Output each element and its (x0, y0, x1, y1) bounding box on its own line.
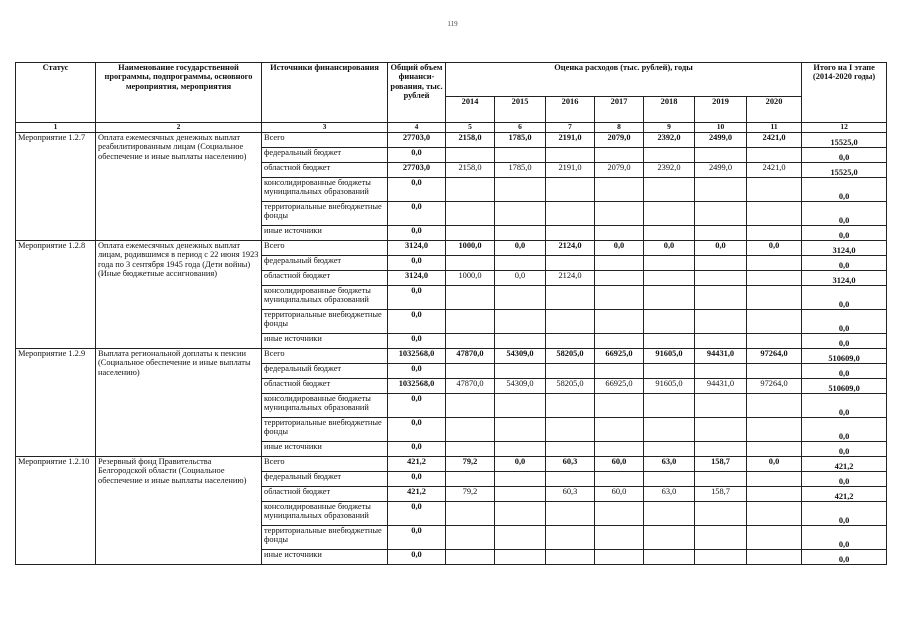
year-value (495, 487, 546, 502)
total-volume: 27703,0 (388, 133, 446, 148)
total-volume: 0,0 (388, 334, 446, 349)
year-value (595, 334, 644, 349)
stage-total: 0,0 (802, 442, 887, 457)
year-value: 2079,0 (595, 163, 644, 178)
measure-name: Оплата ежемесячных денежных выплат лицам, родившимся в период с 22 июня 1923 года по 3 сентября 1945 года (Дети войны) (Иные бюджетные ассигнования) (96, 241, 262, 349)
total-volume: 1032568,0 (388, 379, 446, 394)
measure-status: Мероприятие 1.2.8 (16, 241, 96, 349)
year-value: 2392,0 (644, 133, 695, 148)
year-value (495, 442, 546, 457)
year-value: 58205,0 (546, 379, 595, 394)
year-value: 0,0 (595, 241, 644, 256)
year-value: 63,0 (644, 457, 695, 472)
total-volume: 0,0 (388, 472, 446, 487)
funding-source: Всего (262, 241, 388, 256)
total-volume: 27703,0 (388, 163, 446, 178)
column-index: 2 (96, 123, 262, 133)
header-year: 2020 (747, 97, 802, 123)
year-value: 1000,0 (446, 271, 495, 286)
year-value (595, 148, 644, 163)
year-value (695, 148, 747, 163)
year-value (695, 442, 747, 457)
total-volume: 0,0 (388, 394, 446, 418)
year-value (747, 271, 802, 286)
year-value: 158,7 (695, 457, 747, 472)
funding-source: Всего (262, 133, 388, 148)
year-value (446, 202, 495, 226)
year-value (747, 256, 802, 271)
funding-source: консолидированные бюджеты муниципальных образований (262, 178, 388, 202)
year-value: 91605,0 (644, 349, 695, 364)
year-value (595, 310, 644, 334)
year-value: 54309,0 (495, 349, 546, 364)
year-value (595, 256, 644, 271)
funding-source: иные источники (262, 334, 388, 349)
year-value (595, 178, 644, 202)
year-value (747, 364, 802, 379)
total-volume: 0,0 (388, 418, 446, 442)
year-value (747, 418, 802, 442)
total-volume: 0,0 (388, 226, 446, 241)
total-volume: 0,0 (388, 550, 446, 565)
total-volume: 0,0 (388, 364, 446, 379)
year-value: 79,2 (446, 487, 495, 502)
stage-total: 0,0 (802, 502, 887, 526)
year-value: 1785,0 (495, 133, 546, 148)
total-volume: 0,0 (388, 310, 446, 334)
year-value (747, 472, 802, 487)
year-value (446, 334, 495, 349)
year-value: 1000,0 (446, 241, 495, 256)
year-value (644, 502, 695, 526)
year-value: 0,0 (747, 241, 802, 256)
year-value (495, 334, 546, 349)
year-value (495, 502, 546, 526)
year-value (546, 310, 595, 334)
column-index: 9 (644, 123, 695, 133)
year-value: 1785,0 (495, 163, 546, 178)
header-year: 2016 (546, 97, 595, 123)
header-year: 2017 (595, 97, 644, 123)
year-value (495, 256, 546, 271)
header-estimate: Оценка расходов (тыс. рублей), годы (446, 63, 802, 97)
year-value: 0,0 (644, 241, 695, 256)
header-year: 2014 (446, 97, 495, 123)
year-value (644, 442, 695, 457)
year-value (644, 472, 695, 487)
year-value: 63,0 (644, 487, 695, 502)
year-value (747, 286, 802, 310)
funding-source: федеральный бюджет (262, 256, 388, 271)
year-value: 97264,0 (747, 379, 802, 394)
funding-source: консолидированные бюджеты муниципальных образований (262, 286, 388, 310)
year-value: 2499,0 (695, 133, 747, 148)
stage-total: 0,0 (802, 178, 887, 202)
year-value (644, 256, 695, 271)
year-value (595, 550, 644, 565)
funding-source: федеральный бюджет (262, 364, 388, 379)
year-value (495, 550, 546, 565)
year-value (595, 271, 644, 286)
year-value (595, 394, 644, 418)
year-value (695, 550, 747, 565)
total-volume: 0,0 (388, 442, 446, 457)
stage-total: 0,0 (802, 334, 887, 349)
year-value (644, 334, 695, 349)
total-volume: 0,0 (388, 526, 446, 550)
year-value (644, 226, 695, 241)
total-volume: 0,0 (388, 286, 446, 310)
year-value: 60,0 (595, 457, 644, 472)
total-volume: 0,0 (388, 178, 446, 202)
column-index: 1 (16, 123, 96, 133)
table-row (16, 349, 887, 364)
column-index: 8 (595, 123, 644, 133)
year-value (695, 418, 747, 442)
year-value (695, 310, 747, 334)
year-value (546, 394, 595, 418)
year-value (747, 202, 802, 226)
year-value (446, 178, 495, 202)
funding-source: областной бюджет (262, 271, 388, 286)
header-year: 2015 (495, 97, 546, 123)
stage-total: 0,0 (802, 394, 887, 418)
funding-source: областной бюджет (262, 163, 388, 178)
budget-table (15, 62, 887, 565)
column-index: 11 (747, 123, 802, 133)
year-value (495, 364, 546, 379)
stage-total: 15525,0 (802, 163, 887, 178)
year-value (695, 394, 747, 418)
stage-total: 0,0 (802, 472, 887, 487)
year-value: 2191,0 (546, 163, 595, 178)
year-value (695, 226, 747, 241)
column-index: 4 (388, 123, 446, 133)
year-value (644, 394, 695, 418)
year-value: 60,3 (546, 457, 595, 472)
total-volume: 3124,0 (388, 271, 446, 286)
year-value (546, 148, 595, 163)
funding-source: иные источники (262, 442, 388, 457)
funding-source: консолидированные бюджеты муниципальных образований (262, 502, 388, 526)
year-value (595, 502, 644, 526)
year-value (446, 502, 495, 526)
year-value (595, 472, 644, 487)
year-value (747, 148, 802, 163)
year-value (446, 364, 495, 379)
year-value: 60,0 (595, 487, 644, 502)
stage-total: 0,0 (802, 286, 887, 310)
year-value: 158,7 (695, 487, 747, 502)
stage-total: 421,2 (802, 487, 887, 502)
year-value: 47870,0 (446, 349, 495, 364)
year-value: 66925,0 (595, 379, 644, 394)
year-value (595, 418, 644, 442)
year-value: 94431,0 (695, 349, 747, 364)
year-value (446, 226, 495, 241)
year-value (446, 256, 495, 271)
year-value (747, 334, 802, 349)
total-volume: 421,2 (388, 487, 446, 502)
stage-total: 3124,0 (802, 271, 887, 286)
measure-name: Оплата ежемесячных денежных выплат реабилитированным лицам (Социальное обеспечение и иные выплаты населению) (96, 133, 262, 241)
stage-total: 510609,0 (802, 349, 887, 364)
funding-source: территориальные внебюджетные фонды (262, 418, 388, 442)
year-value: 2191,0 (546, 133, 595, 148)
year-value: 94431,0 (695, 379, 747, 394)
year-value (546, 526, 595, 550)
year-value (546, 334, 595, 349)
year-value (446, 472, 495, 487)
column-index: 6 (495, 123, 546, 133)
funding-source: областной бюджет (262, 379, 388, 394)
year-value: 0,0 (495, 457, 546, 472)
year-value (495, 394, 546, 418)
year-value (546, 256, 595, 271)
year-value (446, 550, 495, 565)
year-value (595, 526, 644, 550)
year-value (546, 226, 595, 241)
year-value: 0,0 (495, 241, 546, 256)
year-value (546, 502, 595, 526)
year-value (595, 202, 644, 226)
year-value (546, 178, 595, 202)
year-value: 2421,0 (747, 163, 802, 178)
year-value (446, 310, 495, 334)
year-value (747, 526, 802, 550)
year-value (644, 286, 695, 310)
year-value (695, 256, 747, 271)
year-value (495, 526, 546, 550)
year-value (644, 271, 695, 286)
year-value (495, 148, 546, 163)
year-value: 79,2 (446, 457, 495, 472)
year-value (495, 178, 546, 202)
year-value (495, 286, 546, 310)
table-row (16, 457, 887, 472)
year-value (446, 418, 495, 442)
year-value: 2158,0 (446, 133, 495, 148)
year-value (595, 286, 644, 310)
year-value (644, 364, 695, 379)
year-value: 0,0 (495, 271, 546, 286)
measure-name: Резервный фонд Правительства Белгородской области (Социальное обеспечение и иные выплаты населению) (96, 457, 262, 565)
stage-total: 0,0 (802, 226, 887, 241)
column-index: 12 (802, 123, 887, 133)
page-number: 119 (447, 20, 458, 28)
year-value (695, 502, 747, 526)
funding-source: иные источники (262, 550, 388, 565)
year-value: 97264,0 (747, 349, 802, 364)
year-value: 2158,0 (446, 163, 495, 178)
year-value: 2499,0 (695, 163, 747, 178)
year-value: 2124,0 (546, 271, 595, 286)
funding-source: Всего (262, 457, 388, 472)
year-value (644, 202, 695, 226)
year-value (747, 502, 802, 526)
total-volume: 0,0 (388, 148, 446, 163)
funding-source: территориальные внебюджетные фонды (262, 526, 388, 550)
year-value (747, 442, 802, 457)
year-value: 91605,0 (644, 379, 695, 394)
measure-name: Выплата региональной доплаты к пенсии (Социальное обеспечение и иные выплаты населению) (96, 349, 262, 457)
total-volume: 421,2 (388, 457, 446, 472)
funding-source: консолидированные бюджеты муниципальных образований (262, 394, 388, 418)
header-status: Статус (16, 63, 96, 123)
year-value: 66925,0 (595, 349, 644, 364)
measure-status: Мероприятие 1.2.10 (16, 457, 96, 565)
year-value (546, 286, 595, 310)
year-value (495, 226, 546, 241)
year-value (747, 310, 802, 334)
year-value (595, 442, 644, 457)
year-value: 60,3 (546, 487, 595, 502)
year-value (644, 178, 695, 202)
header-year: 2019 (695, 97, 747, 123)
year-value (446, 394, 495, 418)
measure-status: Мероприятие 1.2.7 (16, 133, 96, 241)
stage-total: 3124,0 (802, 241, 887, 256)
year-value (747, 178, 802, 202)
year-value: 47870,0 (446, 379, 495, 394)
funding-source: областной бюджет (262, 487, 388, 502)
year-value (695, 271, 747, 286)
table-row (16, 241, 887, 256)
year-value (695, 202, 747, 226)
stage-total: 0,0 (802, 310, 887, 334)
year-value (446, 148, 495, 163)
stage-total: 510609,0 (802, 379, 887, 394)
year-value: 54309,0 (495, 379, 546, 394)
year-value (595, 226, 644, 241)
year-value (747, 550, 802, 565)
header-name: Наименование государственной программы, подпрограммы, основного мероприятия, мероприятия (96, 63, 262, 123)
measure-status: Мероприятие 1.2.9 (16, 349, 96, 457)
total-volume: 1032568,0 (388, 349, 446, 364)
year-value (695, 178, 747, 202)
year-value: 2392,0 (644, 163, 695, 178)
stage-total: 0,0 (802, 148, 887, 163)
header-sources: Источники финансирования (262, 63, 388, 123)
header-final: Итого на I этапе (2014-2020 годы) (802, 63, 887, 123)
stage-total: 0,0 (802, 256, 887, 271)
total-volume: 0,0 (388, 502, 446, 526)
stage-total: 0,0 (802, 550, 887, 565)
funding-source: федеральный бюджет (262, 148, 388, 163)
column-index: 3 (262, 123, 388, 133)
year-value (495, 418, 546, 442)
year-value (546, 442, 595, 457)
year-value (546, 418, 595, 442)
funding-source: федеральный бюджет (262, 472, 388, 487)
year-value (495, 472, 546, 487)
table-row (16, 133, 887, 148)
year-value (644, 418, 695, 442)
total-volume: 3124,0 (388, 241, 446, 256)
funding-source: территориальные внебюджетные фонды (262, 202, 388, 226)
year-value (695, 472, 747, 487)
stage-total: 0,0 (802, 202, 887, 226)
year-value (747, 487, 802, 502)
year-value (546, 364, 595, 379)
year-value (644, 526, 695, 550)
header-year: 2018 (644, 97, 695, 123)
total-volume: 0,0 (388, 256, 446, 271)
funding-source: территориальные внебюджетные фонды (262, 310, 388, 334)
stage-total: 15525,0 (802, 133, 887, 148)
year-value: 2124,0 (546, 241, 595, 256)
year-value (546, 472, 595, 487)
year-value (446, 442, 495, 457)
year-value (644, 148, 695, 163)
header-total: Общий объем финанси-рования, тыс. рублей (388, 63, 446, 123)
year-value (446, 286, 495, 310)
year-value (595, 364, 644, 379)
total-volume: 0,0 (388, 202, 446, 226)
column-index: 7 (546, 123, 595, 133)
year-value (747, 394, 802, 418)
year-value (495, 202, 546, 226)
funding-source: иные источники (262, 226, 388, 241)
column-index: 5 (446, 123, 495, 133)
year-value: 58205,0 (546, 349, 595, 364)
year-value (495, 310, 546, 334)
stage-total: 0,0 (802, 364, 887, 379)
year-value (446, 526, 495, 550)
year-value (695, 334, 747, 349)
stage-total: 0,0 (802, 418, 887, 442)
year-value: 2079,0 (595, 133, 644, 148)
year-value (695, 286, 747, 310)
stage-total: 0,0 (802, 526, 887, 550)
year-value: 0,0 (747, 457, 802, 472)
year-value: 2421,0 (747, 133, 802, 148)
column-index: 10 (695, 123, 747, 133)
funding-source: Всего (262, 349, 388, 364)
year-value (546, 550, 595, 565)
year-value (644, 310, 695, 334)
year-value (546, 202, 595, 226)
year-value (747, 226, 802, 241)
stage-total: 421,2 (802, 457, 887, 472)
year-value (695, 364, 747, 379)
year-value: 0,0 (695, 241, 747, 256)
year-value (695, 526, 747, 550)
year-value (644, 550, 695, 565)
